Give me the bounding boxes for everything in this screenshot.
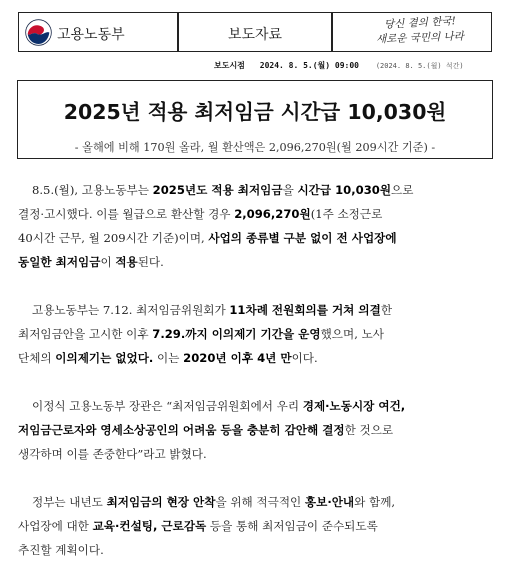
body-line: [18, 418, 494, 442]
slogan-line-2: 새로운 국민의 나라: [375, 30, 465, 46]
body-line: [18, 442, 494, 466]
body-text: 고용노동부는 7.12. 최저임금위원회가: [32, 303, 230, 317]
body-line: [18, 250, 494, 274]
body-text: 등을 통해 최저임금이 준수되도록: [206, 519, 378, 533]
emphasis-text: 교육·컨설팅, 근로감독: [92, 519, 207, 533]
body-text: 한 것으로: [344, 423, 394, 437]
body-text: 단체의: [18, 351, 56, 365]
government-slogan: [351, 16, 489, 50]
document-type: 보도자료: [227, 27, 283, 43]
body-text: 이정식 고용노동부 장관은 “최저임금위원회에서 우리: [32, 399, 303, 413]
embargo-label: 보도시점: [214, 61, 245, 70]
emphasis-text: 7.29.까지 이의제기 기간을 운영: [152, 327, 321, 341]
emphasis-text: 사업의 종류별 구분 없이 전 사업장에: [208, 231, 397, 245]
body-text: 8.5.(월), 고용노동부는: [32, 183, 153, 197]
body-paragraph-2: [18, 298, 494, 370]
body-text: 결정·고시했다. 이를 월급으로 환산할 경우: [18, 207, 235, 221]
body-text: 최저임금안을 고시한 이후: [18, 327, 153, 341]
body-text: 40시간 근무, 월 209시간 기준)이며,: [18, 231, 209, 245]
emphasis-text: 동일한 최저임금: [18, 255, 101, 269]
body-text: 했으며, 노사: [320, 327, 384, 341]
embargo-datetime: 2024. 8. 5.(월) 09:00: [259, 61, 359, 70]
emphasis-text: 2,096,270원: [234, 207, 311, 221]
body-line: [18, 394, 494, 418]
body-line: [18, 178, 494, 202]
emphasis-text: 시간급 10,030원: [297, 183, 392, 197]
body-line: [18, 514, 494, 538]
body-text: 정부는 내년도: [32, 495, 107, 509]
body-line: [18, 298, 494, 322]
emphasis-text: 저임금근로자와 영세소상공인의 어려움 등을 충분히 감안해 결정: [18, 423, 345, 437]
body-paragraph-4: [18, 490, 494, 562]
body-text: 으로: [391, 183, 414, 197]
body-text: 이: [100, 255, 116, 269]
government-emblem-icon: [25, 19, 52, 46]
body-line: [18, 538, 494, 562]
emphasis-text: 2020년 이후 4년 만: [183, 351, 292, 365]
body-text: 사업장에 대한: [18, 519, 93, 533]
headline-box: [17, 80, 493, 159]
header-divider: [331, 13, 333, 51]
ministry-name: 고용노동부: [57, 27, 125, 43]
body-paragraph-3: [18, 394, 494, 466]
body-line: [18, 226, 494, 250]
body-text: 생각하며 이를 존중한다”라고 밝혔다.: [18, 447, 207, 461]
body-line: [18, 322, 494, 346]
emphasis-text: 11차례 전원회의를 거쳐 의결: [229, 303, 381, 317]
embargo-line: [214, 60, 464, 71]
body-paragraph-1: [18, 178, 494, 274]
body-text: 와 함께,: [354, 495, 396, 509]
body-text: (1주 소정근로: [310, 207, 383, 221]
body-text: 이는: [153, 351, 184, 365]
body-line: [18, 202, 494, 226]
body-text: 을 위해 적극적인: [215, 495, 305, 509]
emphasis-text: 이의제기는 없었다.: [55, 351, 154, 365]
emphasis-text: 최저임금의 현장 안착: [106, 495, 216, 509]
emphasis-text: 2025년도 적용 최저임금: [152, 183, 283, 197]
body-text: 추진할 계획이다.: [18, 543, 104, 557]
emphasis-text: 적용: [115, 255, 138, 269]
body-line: [18, 490, 494, 514]
emphasis-text: 홍보·안내: [304, 495, 355, 509]
body-text: 된다.: [137, 255, 164, 269]
headline-subtitle: - 올해에 비해 170원 올라, 월 환산액은 2,096,270원(월 209시간 기준) -: [74, 141, 436, 154]
body-text: 이다.: [291, 351, 318, 365]
body-text: 을: [282, 183, 298, 197]
emphasis-text: 경제·노동시장 여건,: [302, 399, 406, 413]
slogan-line-1: 당신 곁의 한국!: [383, 15, 457, 31]
embargo-edition: (2024. 8. 5.(월) 석간): [375, 62, 464, 70]
press-release-header: [18, 12, 492, 52]
body-line: [18, 346, 494, 370]
body-text: 한: [380, 303, 393, 317]
headline-title: 2025년 적용 최저임금 시간급 10,030원: [63, 100, 447, 124]
